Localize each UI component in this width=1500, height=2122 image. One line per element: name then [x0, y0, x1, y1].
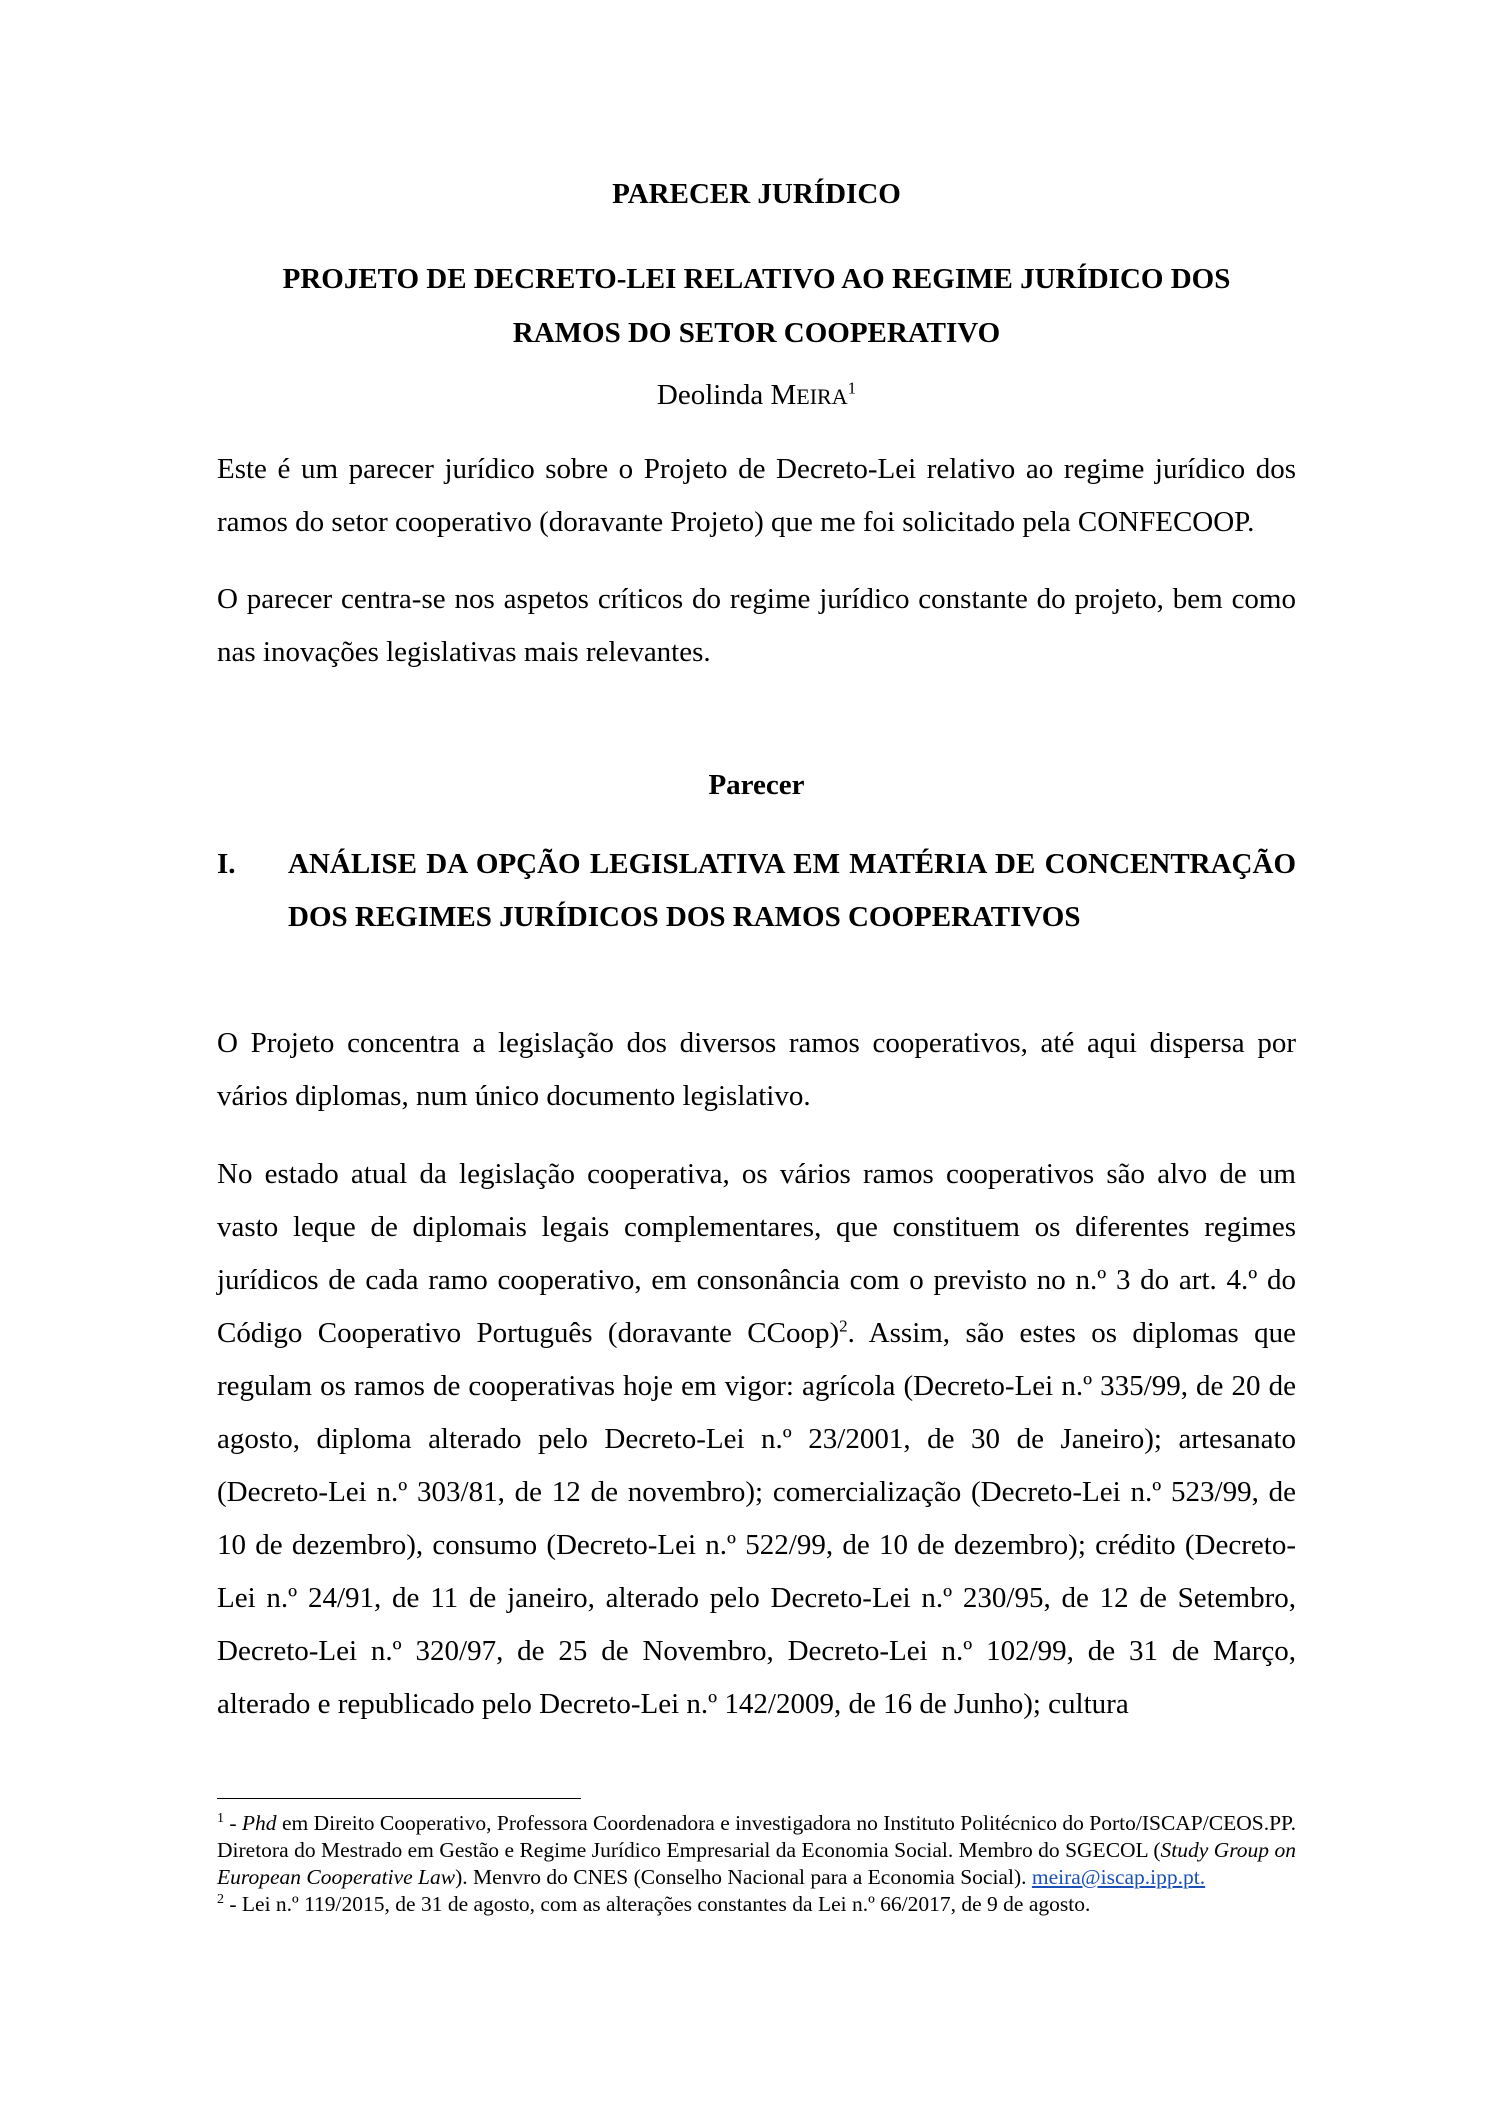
footnote-divider [217, 1798, 581, 1799]
footnote-2-text: - Lei n.º 119/2015, de 31 de agosto, com as alterações constantes da Lei n.º 66/2017, de 9 de agosto. [224, 1892, 1091, 1916]
footnote-2-number: 2 [217, 1891, 224, 1907]
body-paragraph-2-part-2: . Assim, são estes os diplomas que regulam os ramos de cooperativas hoje em vigor: agrícola (Decreto-Lei n.º 335/99, de 20 de agosto, diploma alterado pelo Decreto-Lei n.º 23/2001, de 30 de Janeiro); artesanato (Decreto-Lei n.º 303/81, de 12 de novembro); comercialização (Decreto-Lei n.º 523/99, de 10 de dezembro), consumo (Decreto-Lei n.º 522/99, de 10 de dezembro); crédito (Decreto-Lei n.º 24/91, de 11 de janeiro, alterado pelo Decreto-Lei n.º 230/95, de 12 de Setembro, Decreto-Lei n.º 320/97, de 25 de Novembro, Decreto-Lei n.º 102/99, de 31 de Março, alterado e republicado pelo Decreto-Lei n.º 142/2009, de 16 de Junho); cultura [217, 1317, 1296, 1720]
footnote-1-phd: Phd [241, 1811, 277, 1835]
document-subtitle [217, 252, 1296, 360]
document-title: PARECER JURÍDICO [612, 178, 901, 210]
footnote-ref-1[interactable]: 1 [847, 378, 857, 398]
intro-paragraph-2: O parecer centra-se nos aspetos críticos do regime jurídico constante do projeto, bem como nas inovações legislativas mais relevantes. [217, 583, 1296, 668]
footnote-1 [217, 1810, 1296, 1891]
author-surname-initial: M [770, 379, 797, 411]
body-paragraph-2 [217, 1148, 1296, 1731]
subtitle-line-1: PROJETO DE DECRETO-LEI RELATIVO AO REGIME JURÍDICO DOS [282, 263, 1231, 295]
section-title [217, 838, 1296, 944]
author-line [217, 379, 1296, 412]
footnote-1-text-a: em Direito Cooperativo, Professora Coordenadora e investigadora no Instituto Politécnico do Porto/ISCAP/CEOS.PP. Diretora do Mestrado em Gestão e Regime Jurídico Empresarial da Economia Social. Membro do SGECOL ( [217, 1811, 1296, 1862]
footnote-1-text-b: ). Menvro do CNES (Conselho Nacional para a Economia Social). [455, 1865, 1032, 1889]
section-title-text: ANÁLISE DA OPÇÃO LEGISLATIVA EM MATÉRIA DE CONCENTRAÇÃO DOS REGIMES JURÍDICOS DOS RAMOS COOPERATIVOS [288, 848, 1296, 933]
email-link[interactable]: meira@iscap.ipp.pt. [1031, 1865, 1206, 1889]
section-number: I. [217, 848, 236, 880]
footnote-1-dash: - [224, 1811, 242, 1835]
body-paragraph-2-part-1: No estado atual da legislação cooperativa, os vários ramos cooperativos são alvo de um vasto leque de diplomais legais complementares, que constituem os diferentes regimes jurídicos de cada ramo cooperativo, em consonância com o previsto no n.º 3 do art. 4.º do Código Cooperativo Português (doravante CCoop) [217, 1158, 1296, 1349]
intro-paragraph-1: Este é um parecer jurídico sobre o Projeto de Decreto-Lei relativo ao regime jurídico dos ramos do setor cooperativo (doravante Projeto) que me foi solicitado pela CONFECOOP. [217, 453, 1296, 538]
author-first-name: Deolinda [656, 379, 771, 411]
section-heading: Parecer [708, 769, 805, 801]
footnote-1-study-group: Study Group on European Cooperative Law [217, 1838, 1296, 1889]
subtitle-line-2: RAMOS DO SETOR COOPERATIVO [512, 317, 1001, 349]
footnotes [217, 1810, 1296, 1918]
footnote-ref-2[interactable]: 2 [839, 1316, 848, 1336]
footnote-1-number: 1 [217, 1810, 224, 1826]
author-surname-rest: EIRA [796, 384, 848, 409]
footnote-2 [217, 1891, 1296, 1918]
body-paragraph-1: O Projeto concentra a legislação dos diversos ramos cooperativos, até aqui dispersa por vários diplomas, num único documento legislativo. [217, 1027, 1296, 1112]
